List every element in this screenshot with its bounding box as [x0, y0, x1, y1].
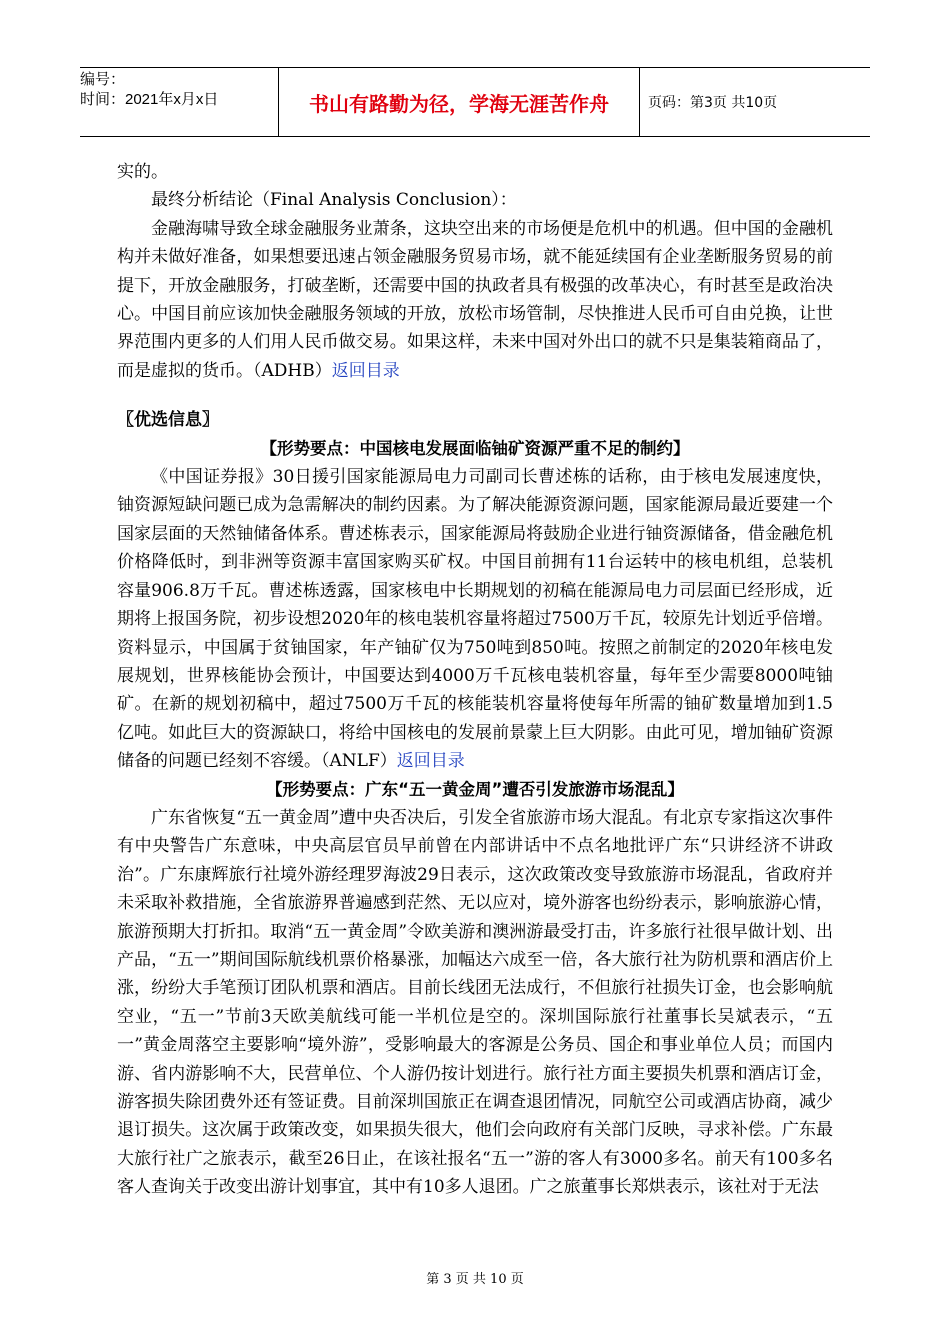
- document-body: [117, 158, 833, 1202]
- back-to-contents-link[interactable]: 返回目录: [331, 360, 400, 381]
- conclusion-paragraph: [117, 215, 833, 385]
- header-motto: 书山有路勤为径，学海无涯苦作舟: [278, 68, 640, 136]
- conclusion-label: 最终分析结论（Final Analysis Conclusion）：: [151, 190, 517, 211]
- document-number-label: 编号：: [80, 71, 126, 88]
- paragraph-tail: 实的。: [117, 162, 168, 182]
- conclusion-text: 金融海啸导致全球金融服务业萧条，这块空出来的市场便是危机中的机遇。但中国的金融机构并未做好准备，如果想要迅速占领金融服务贸易市场，就不能延续国有企业垄断服务贸易的前提下，开放金融服务，打破垄断，还需要中国的执政者具有极强的改革决心，有时甚至是政治决心。中国目前应该加快金融服务领域的开放，放松市场管制，尽快推进人民币可自由兑换，让世界范围内更多的人们用人民币做交易。如果这样，未来中国对外出口的就不只是集装箱商品了，而是虚拟的货币。（ADHB）: [117, 218, 833, 381]
- back-to-contents-link[interactable]: 返回目录: [396, 751, 465, 772]
- article-headline-nuclear: 【形势要点：中国核电发展面临铀矿资源严重不足的制约】: [260, 438, 690, 458]
- document-time-label: 时间：2021年x月x日: [80, 91, 219, 108]
- page-footer: 第 3 页 共 10 页: [426, 1272, 524, 1287]
- article-text-nuclear: 《中国证券报》30日援引国家能源局电力司副司长曹述栋的话称，由于核电发展速度快，铀资源短缺问题已成为急需解决的制约因素。为了解决能源资源问题，国家能源局最近要建一个国家层面的天然铀储备体系。曹述栋表示，国家能源局将鼓励企业进行铀资源储备，借金融危机价格降低时，到非洲等资源丰富国家购买矿权。中国目前拥有11台运转中的核电机组，总装机容量906.8万千瓦。曹述栋透露，国家核电中长期规划的初稿在能源局电力司层面已经形成，近期将上报国务院，初步设想2020年的核电装机容量将超过7500万千瓦，较原先计划近乎倍增。资料显示，中国属于贫铀国家，年产铀矿仅为750吨到850吨。按照之前制定的2020年核电发展规划，世界核能协会预计，中国要达到4000万千瓦核电装机容量，每年至少需要8000吨铀矿。在新的规划初稿中，超过7500万千瓦的核能装机容量将使每年所需的铀矿数量增加到1.5亿吨。如此巨大的资源缺口，将给中国核电的发展前景蒙上巨大阴影。由此可见，增加铀矿资源储备的问题已经刻不容缓。（ANLF）: [117, 467, 833, 772]
- article-headline-tourism: 【形势要点：广东“五一黄金周”遭否引发旅游市场混乱】: [266, 779, 684, 799]
- section-title: 〖优选信息〗: [117, 410, 219, 431]
- header-page-info: 页码：第3页 共10页: [648, 95, 778, 111]
- article-paragraph-tourism: 广东省恢复“五一黄金周”遭中央否决后，引发全省旅游市场大混乱。有北京专家指这次事件有中央警告广东意味，中央高层官员早前曾在内部讲话中不点名地批评广东“只讲经济不讲政治”。广东康辉旅行社境外游经理罗海波29日表示，这次政策改变导致旅游市场混乱，省政府并未采取补救措施，全省旅游界普遍感到茫然、无以应对，境外游客也纷纷表示，影响旅游心情，旅游预期大打折扣。取消“五一黄金周”令欧美游和澳洲游最受打击，许多旅行社很早做计划、出产品，“五一”期间国际航线机票价格暴涨，加幅达六成至一倍，各大旅行社为防机票和酒店价上涨，纷纷大手笔预订团队机票和酒店。目前长线团无法成行，不但旅行社损失订金，也会影响航空业，“五一”节前3天欧美航线可能一半机位是空的。深圳国际旅行社董事长吴斌表示，“五一”黄金周落空主要影响“境外游”，受影响最大的客源是公务员、国企和事业单位人员；而国内游、省内游影响不大，民营单位、个人游仍按计划进行。旅行社方面主要损失机票和酒店订金，游客损失除团费外还有签证费。目前深圳国旅正在调查退团情况，同航空公司或酒店协商，减少退订损失。这次属于政策改变，如果损失很大，他们会向政府有关部门反映，寻求补偿。广东最大旅行社广之旅表示，截至26日止，在该社报名“五一”游的客人有3000多名。前天有100多名客人查询关于改变出游计划事宜，其中有10多人退团。广之旅董事长郑烘表示，该社对于无法: [117, 807, 833, 1198]
- header-meta: [80, 68, 278, 136]
- article-paragraph-nuclear: [117, 463, 833, 775]
- page-header: [80, 67, 870, 137]
